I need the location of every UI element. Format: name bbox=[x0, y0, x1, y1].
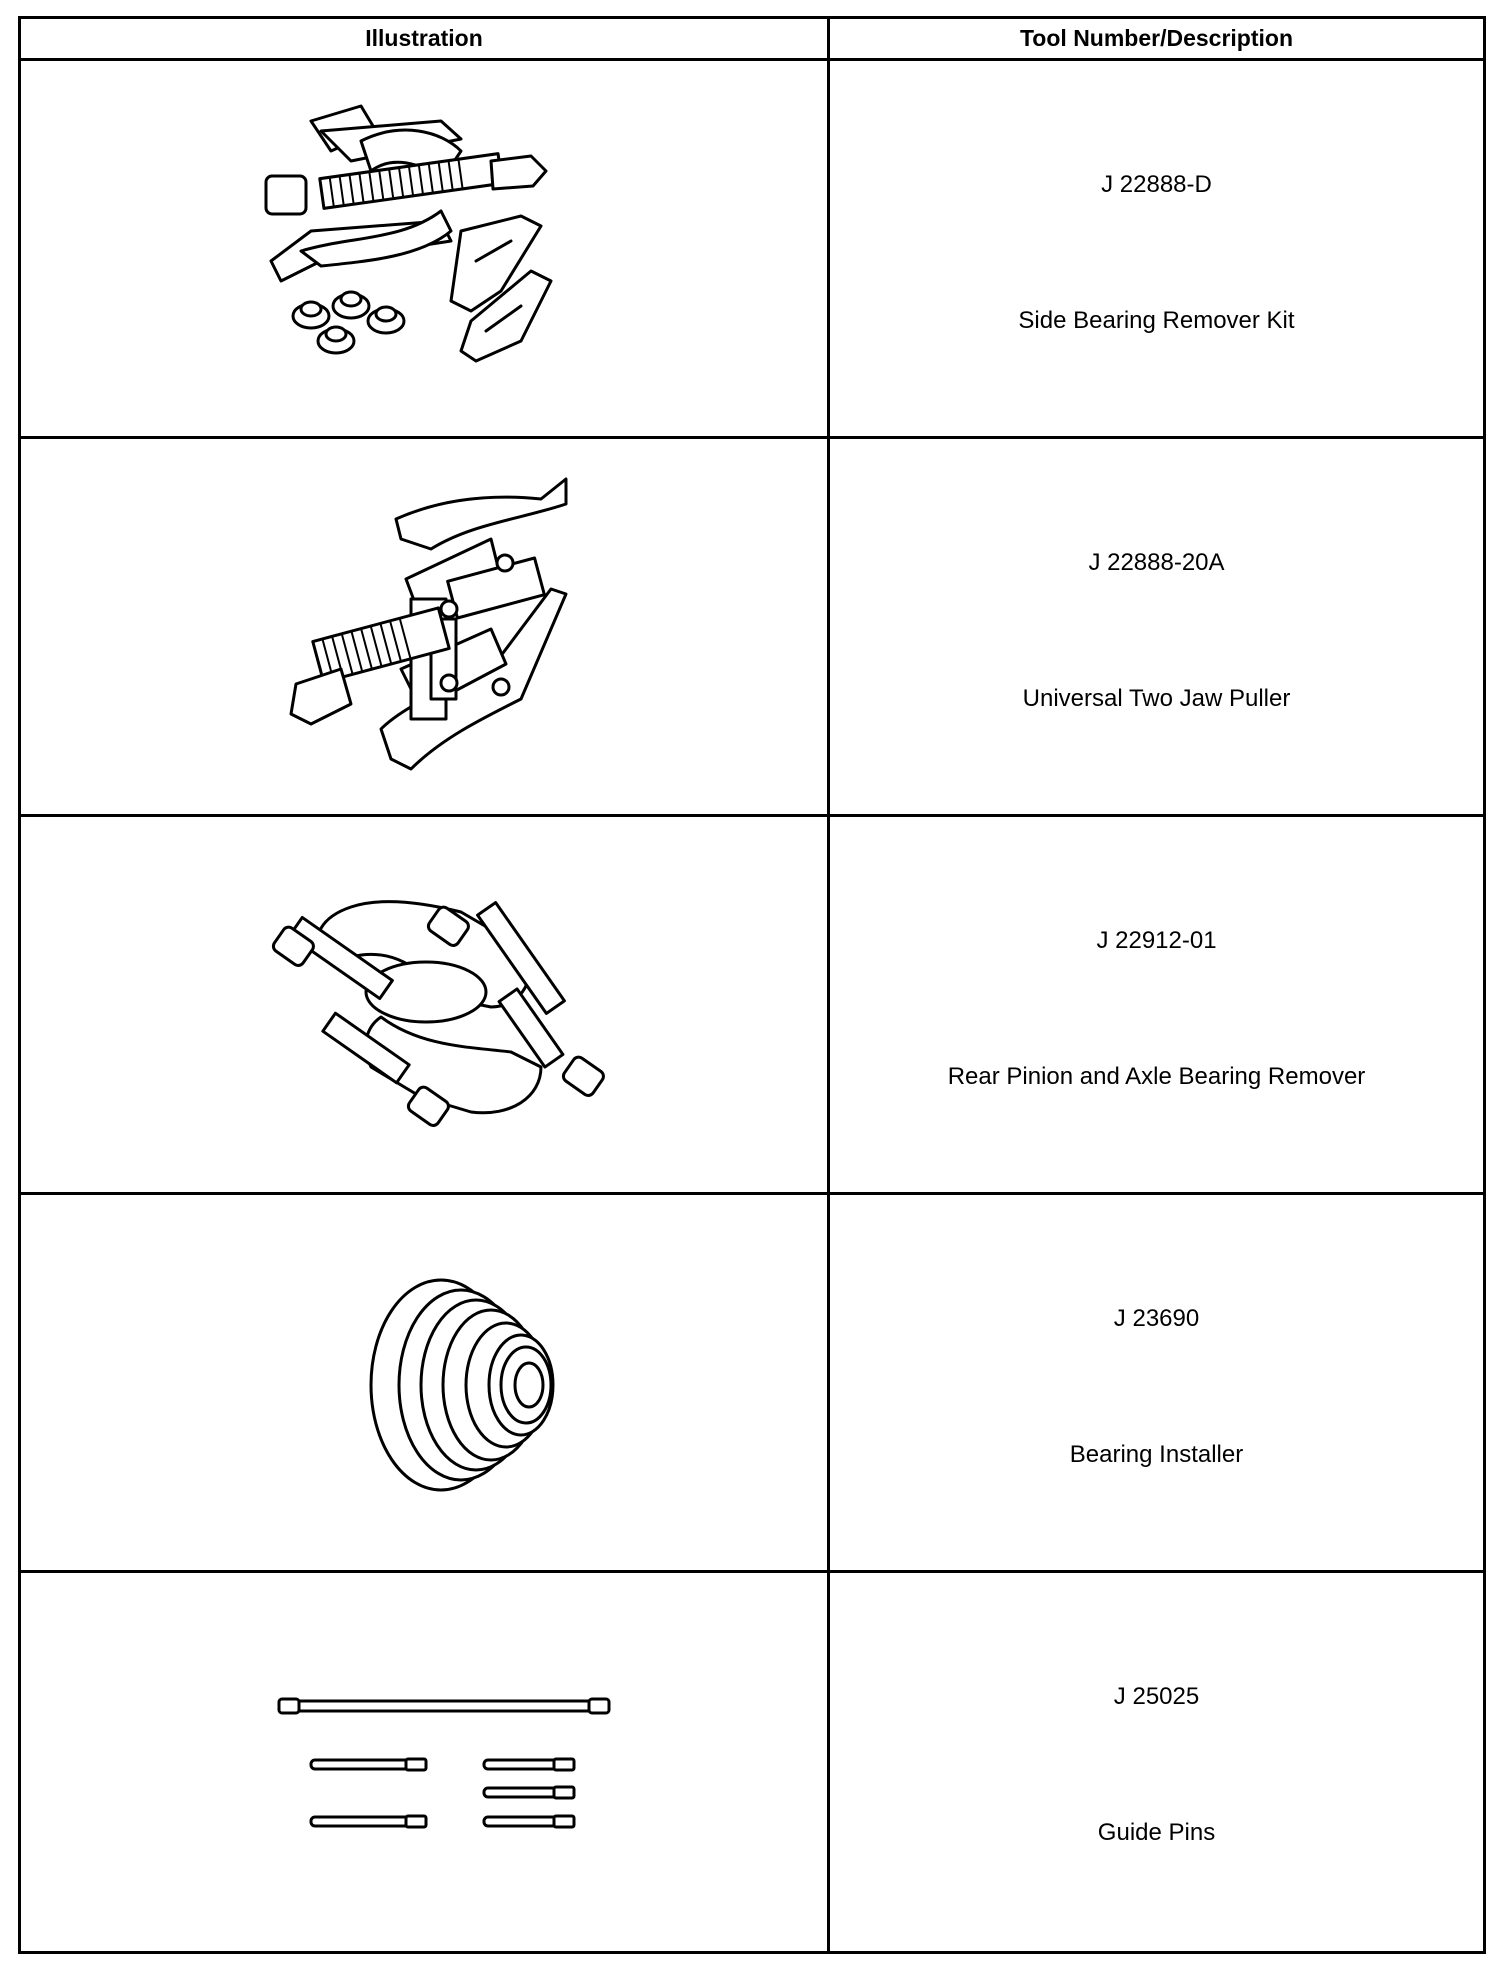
tool-description: Side Bearing Remover Kit bbox=[1018, 307, 1295, 334]
tool-number: J 22912-01 bbox=[1096, 927, 1217, 954]
tool-number: J 22888-20A bbox=[1088, 549, 1225, 576]
description-cell bbox=[830, 817, 1483, 1192]
tool-number: J 23690 bbox=[1113, 1305, 1200, 1332]
description-cell bbox=[830, 1195, 1483, 1570]
tool-number: J 25025 bbox=[1113, 1683, 1200, 1710]
illustration-cell bbox=[21, 1573, 827, 1951]
tool-description: Universal Two Jaw Puller bbox=[1022, 685, 1291, 712]
table-row bbox=[21, 817, 1483, 1195]
tool-table bbox=[18, 16, 1486, 1954]
illustration-cell bbox=[21, 61, 827, 436]
bearing-remover-illustration bbox=[21, 817, 827, 1195]
table-row bbox=[21, 1195, 1483, 1573]
tool-number: J 22888-D bbox=[1101, 171, 1212, 198]
guide-pins-illustration bbox=[21, 1573, 827, 1951]
illustration-cell bbox=[21, 817, 827, 1192]
tool-description: Guide Pins bbox=[1097, 1819, 1216, 1846]
header-illustration: Illustration bbox=[365, 25, 483, 51]
description-cell bbox=[830, 61, 1483, 436]
description-cell bbox=[830, 439, 1483, 814]
header-tool-number-description: Tool Number/Description bbox=[1019, 25, 1294, 51]
bearing-installer-illustration bbox=[21, 1195, 827, 1573]
table-row bbox=[21, 1573, 1483, 1951]
table-header bbox=[21, 19, 1483, 61]
two-jaw-puller-illustration bbox=[21, 439, 827, 817]
side-bearing-remover-kit-illustration bbox=[21, 61, 827, 439]
tool-description: Rear Pinion and Axle Bearing Remover bbox=[947, 1063, 1366, 1090]
illustration-cell bbox=[21, 439, 827, 814]
description-cell bbox=[830, 1573, 1483, 1951]
tool-description: Bearing Installer bbox=[1069, 1441, 1244, 1468]
table-row bbox=[21, 439, 1483, 817]
table-row bbox=[21, 61, 1483, 439]
illustration-cell bbox=[21, 1195, 827, 1570]
